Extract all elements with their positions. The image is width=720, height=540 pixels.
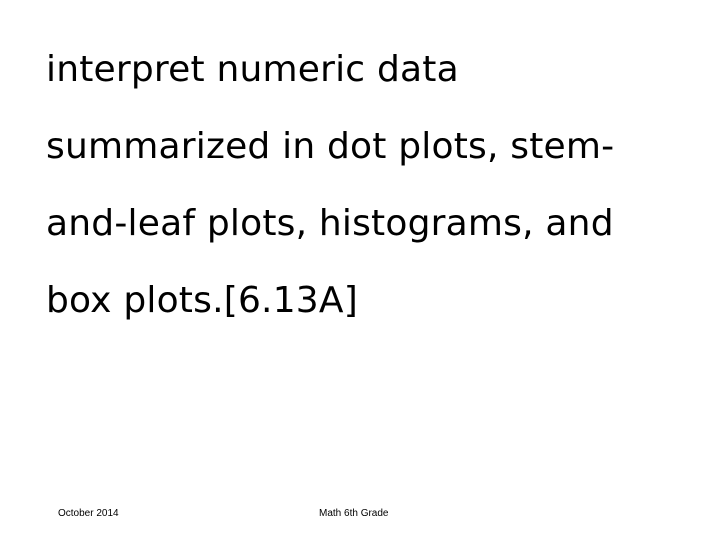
footer-date: October 2014 (58, 508, 119, 519)
body-line-1: interpret numeric data (46, 49, 459, 90)
body-line-4: box plots.[6.13A] (46, 280, 358, 321)
footer-title: Math 6th Grade (319, 508, 389, 519)
slide-body-text (46, 50, 706, 358)
body-line-2: summarized in dot plots, stem- (46, 126, 615, 167)
body-line-3: and-leaf plots, histograms, and (46, 203, 614, 244)
